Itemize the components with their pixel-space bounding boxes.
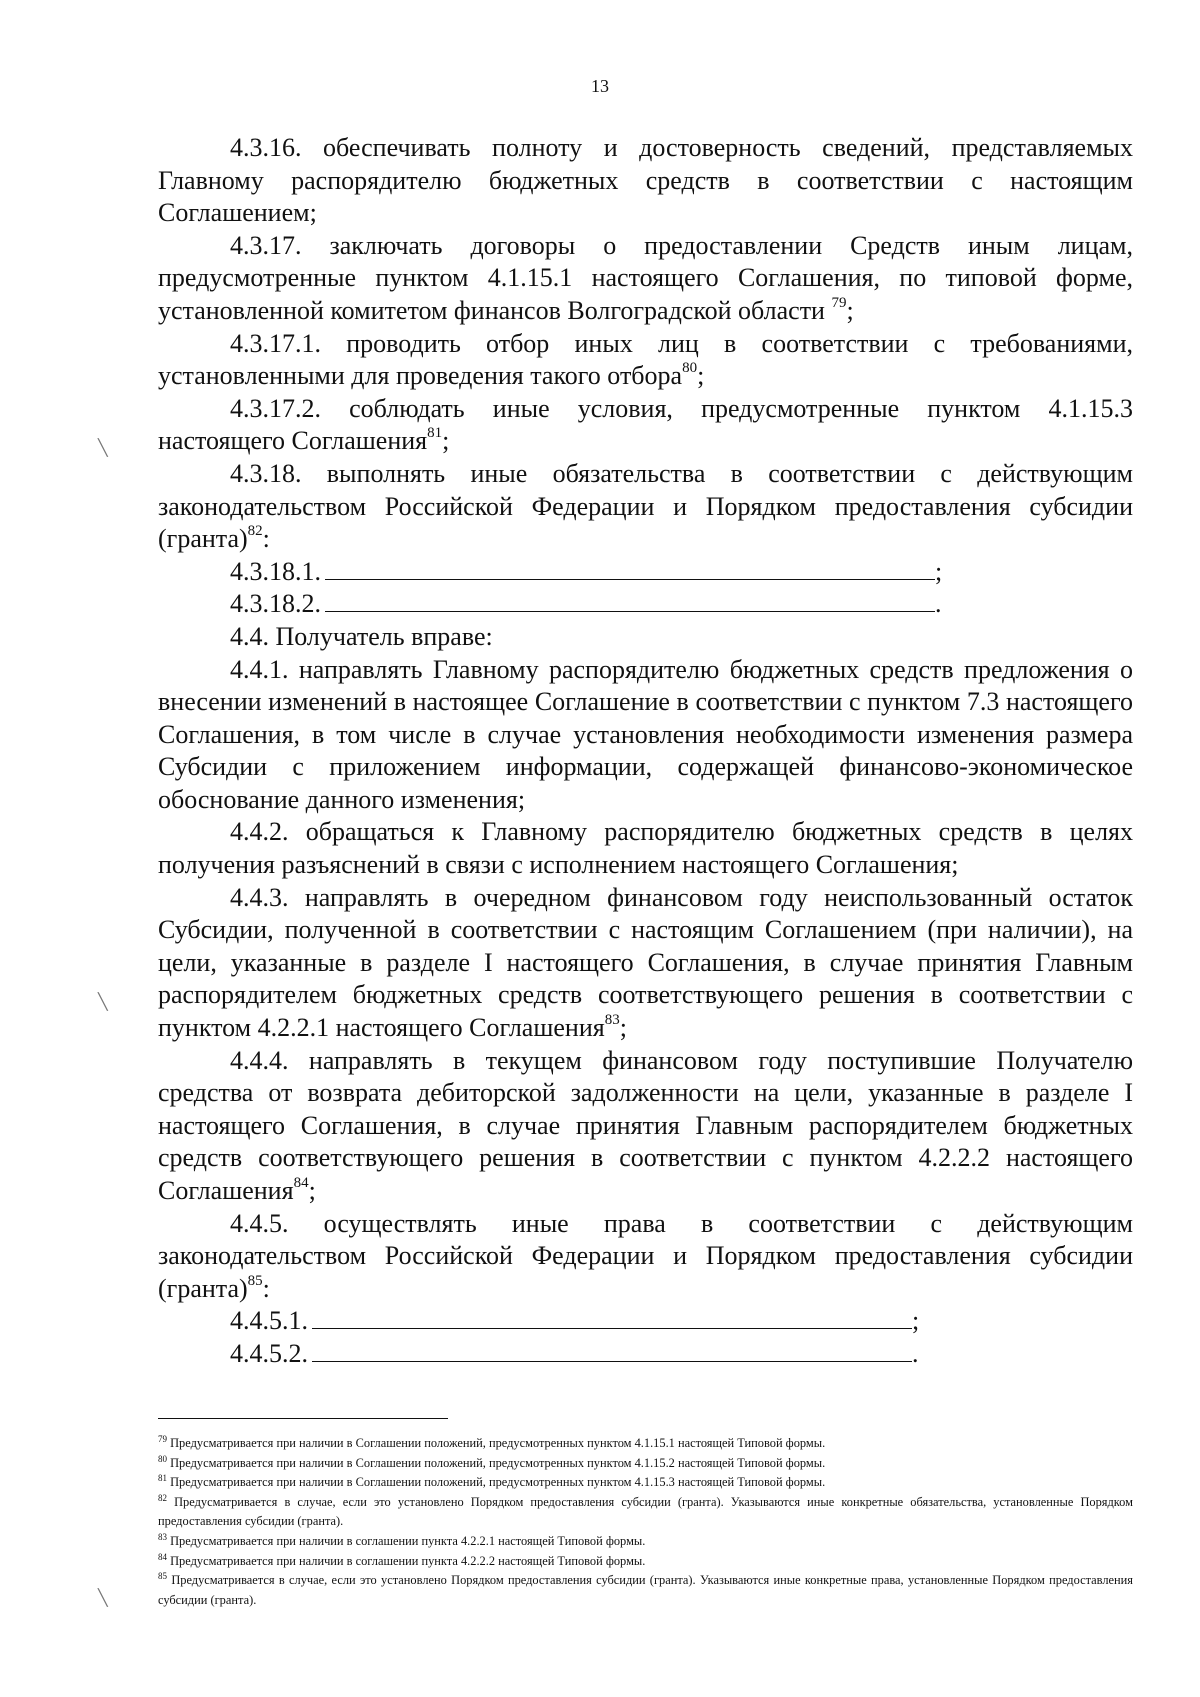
footnote-83: $^{83}$ Предусматривается при наличии в соглашении пункта 4.2.2.1 настоящей Типовой формы.	[158, 1531, 646, 1548]
clause-4-3-17: 4.3.17. заключать договоры о предоставлении Средств иным лицам, предусмотренные пунктом 4.1.15.1 настоящего Соглашения, по типовой форме, установленной комитетом финансов Волгоградской области $^{79}$;	[158, 230, 1133, 325]
clause-4-4-2: 4.4.2. обращаться к Главному распорядителю бюджетных средств в целях получения разъяснений в связи с исполнением настоящего Соглашения;	[158, 817, 1133, 880]
clause-4-3-18-1: 4.3.18.1. ;	[230, 556, 943, 586]
document-body	[158, 132, 1133, 1371]
page-number: 13	[591, 76, 609, 96]
clause-4-4-3: 4.4.3. направлять в очередном финансовом году неиспользованный остаток Субсидии, полученной в соответствии с настоящим Соглашением (при наличии), на цели, указанные в разделе I настоящего Соглашения, в случае принятия Главным распорядителем бюджетных средств соответствующего решения в соответствии с пунктом 4.2.2.1 настоящего Соглашения$^{83}$;	[158, 882, 1133, 1043]
footnote-separator	[158, 1418, 448, 1419]
clause-4-3-18-2: 4.3.18.2. .	[230, 589, 942, 619]
scan-speck: ╲	[98, 438, 108, 457]
footnote-ref: 84	[293, 1175, 309, 1191]
clause-4-4-5-2: 4.4.5.2. .	[230, 1338, 919, 1368]
footnote-82: $^{82}$ Предусматривается в случае, если это установлено Порядком предоставления субсидии (гранта). Указываются иные конкретные обязательства, установленные Порядком предоставления субсидии (гранта).	[158, 1492, 1133, 1529]
clause-4-3-18: 4.3.18. выполнять иные обязательства в соответствии с действующим законодательством Российской Федерации и Порядком предоставления субсидии (гранта)$^{82}$:	[158, 458, 1133, 554]
clause-4-3-16: 4.3.16. обеспечивать полноту и достоверность сведений, представляемых Главному распорядителю бюджетных средств в соответствии с настоящим Соглашением;	[158, 133, 1133, 228]
footnote-ref: 81	[427, 425, 443, 442]
blank-line	[325, 559, 935, 580]
footnote-ref: 83	[604, 1012, 620, 1029]
clause-4-4-5-1: 4.4.5.1. ;	[230, 1306, 920, 1336]
footnote-80: $^{80}$ Предусматривается при наличии в Соглашении положений, предусмотренных пунктом 4.1.15.2 настоящей Типовой формы.	[158, 1453, 826, 1470]
blank-line	[325, 591, 935, 612]
footnote-84: $^{84}$ Предусматривается при наличии в соглашении пункта 4.2.2.2 настоящей Типовой формы.	[158, 1551, 646, 1568]
clause-4-4-4: 4.4.4. направлять в текущем финансовом году поступившие Получателю средства от возврата дебиторской задолженности на цели, указанные в разделе I настоящего Соглашения, в случае принятия Главным распорядителем бюджетных средств соответствующего решения в соответствии с пунктом 4.2.2.2 настоящего Соглашения$^{84}$;	[158, 1045, 1133, 1205]
footnote-ref: 82	[247, 523, 263, 540]
footnotes	[158, 1434, 1133, 1610]
footnote-79: $^{79}$ Предусматривается при наличии в Соглашении положений, предусмотренных пунктом 4.1.15.1 настоящей Типовой формы.	[158, 1434, 826, 1450]
scan-speck: ╲	[98, 1588, 108, 1607]
clause-4-4-5: 4.4.5. осуществлять иные права в соответствии с действующим законодательством Российской Федерации и Порядком предоставления субсидии (гранта)$^{85}$:	[158, 1208, 1133, 1303]
footnote-ref: 85	[247, 1272, 263, 1289]
blank-line	[312, 1308, 912, 1329]
footnote-81: $^{81}$ Предусматривается при наличии в Соглашении положений, предусмотренных пунктом 4.1.15.3 настоящей Типовой формы.	[158, 1473, 826, 1490]
footnote-ref: 80	[682, 360, 698, 377]
clause-4-4: 4.4. Получатель вправе:	[230, 621, 493, 651]
clause-4-4-1: 4.4.1. направлять Главному распорядителю бюджетных средств предложения о внесении изменений в настоящее Соглашение в соответствии с пунктом 7.3 настоящего Соглашения, в том числе в случае установления необходимости изменения размера Субсидии с приложением информации, содержащей финансово-экономическое обоснование данного изменения;	[158, 654, 1133, 814]
footnote-ref: 79	[831, 294, 847, 311]
clause-4-3-17-1: 4.3.17.1. проводить отбор иных лиц в соответствии с требованиями, установленными для проведения такого отбора$^{80}$;	[158, 328, 1133, 391]
clause-4-3-17-2: 4.3.17.2. соблюдать иные условия, предусмотренные пунктом 4.1.15.3 настоящего Соглашения$^{81}$;	[158, 393, 1133, 456]
blank-line	[312, 1341, 912, 1362]
scan-speck: ╲	[98, 992, 108, 1011]
footnote-85: $^{85}$ Предусматривается в случае, если это установлено Порядком предоставления субсидии (гранта). Указываются иные конкретные права, установленные Порядком предоставления субсидии (гранта).	[158, 1571, 1133, 1607]
